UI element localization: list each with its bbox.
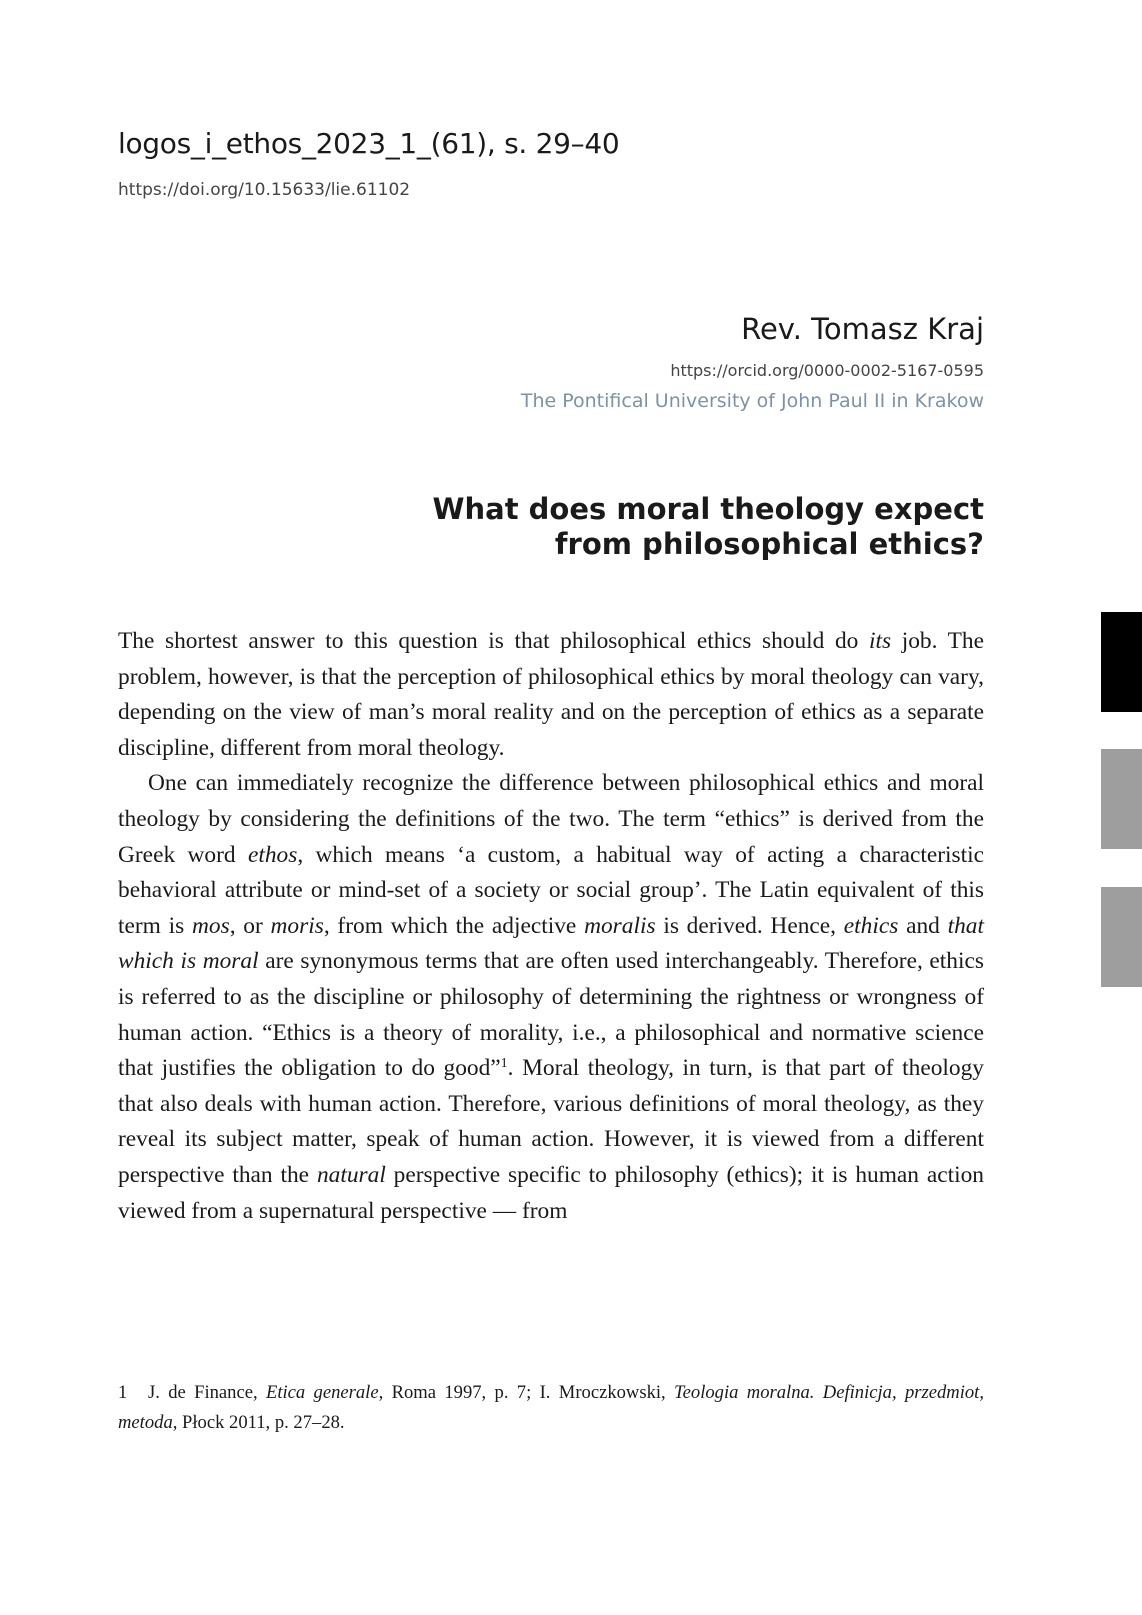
emphasis: Teologia moralna. Definicja, przedmiot, metoda bbox=[118, 1382, 984, 1433]
footnote-1 bbox=[118, 1378, 984, 1438]
text-run: is derived. Hence, bbox=[655, 912, 844, 939]
author-name: Rev. Tomasz Kraj bbox=[741, 312, 984, 346]
footnotes bbox=[118, 1378, 984, 1438]
doi-link[interactable]: https://doi.org/10.15633/lie.61102 bbox=[118, 180, 411, 200]
orcid-link[interactable]: https://orcid.org/0000-0002-5167-0595 bbox=[670, 360, 984, 380]
emphasis: that which is moral bbox=[118, 912, 984, 975]
text-run: perspective specific to philosophy (ethics); it is human action viewed from a supernatural perspective — from bbox=[118, 1161, 984, 1224]
emphasis: Etica generale bbox=[265, 1382, 379, 1403]
article-title bbox=[284, 492, 984, 563]
text-run: and bbox=[898, 912, 948, 939]
text-run: , which means ‘a custom, a habitual way of acting a characteristic behavioral attribute or mind-set of a society or social group’. The Latin equivalent of this term is bbox=[118, 841, 984, 939]
author-block bbox=[284, 312, 984, 412]
text-run: , Roma 1997, p. 7; I. Mroczkowski, bbox=[378, 1382, 675, 1403]
text-run: , Płock 2011, p. 27–28. bbox=[172, 1412, 345, 1433]
emphasis: its bbox=[869, 628, 892, 654]
side-tab-marker bbox=[1101, 612, 1142, 712]
emphasis: natural bbox=[316, 1161, 386, 1188]
journal-reference: logos_i_ethos_2023_1_(61), s. 29–40 bbox=[118, 127, 620, 160]
text-run: are synonymous terms that are often used interchangeably. Therefore, ethics is referred to as the discipline or philosophy of determining the rightness or wrongness of human action. “Ethics is a theory of morality, i.e., a philosophical and normative science that justifies the obligation to do good” bbox=[118, 948, 984, 1082]
side-tab-marker bbox=[1101, 887, 1142, 987]
emphasis: mos bbox=[191, 912, 230, 939]
text-run: , or bbox=[229, 912, 271, 939]
text-run: The shortest answer to this question is that philosophical ethics should do bbox=[118, 628, 869, 654]
article-title-line-1: What does moral theology expect bbox=[432, 492, 984, 526]
text-run: . Moral theology, in turn, is that part of theology that also deals with human action. Therefore, various definitions of moral theology, as they reveal its subject matter, speak of human action. However, it is viewed from a different perspective than the bbox=[118, 1055, 984, 1188]
author-affiliation: The Pontifical University of John Paul II in Krakow bbox=[520, 389, 984, 412]
article-body bbox=[118, 624, 984, 1229]
emphasis: moris bbox=[270, 912, 324, 939]
text-run: One can immediately recognize the difference between philosophical ethics and moral theology by considering the definitions of the two. The term “ethics” is derived from the Greek word bbox=[118, 770, 984, 868]
text-run: , from which the adjective bbox=[323, 912, 585, 939]
text-run: job. The problem, however, is that the perception of philosophical ethics by moral theology can vary, depending on the view of man’s moral reality and on the perception of ethics as a separate discipline, different from moral theology. bbox=[118, 628, 985, 761]
footnote-marker[interactable]: 1 bbox=[500, 1056, 508, 1072]
paragraph-1 bbox=[118, 624, 984, 766]
emphasis: moralis bbox=[584, 912, 656, 939]
footnote-number: 1 bbox=[118, 1382, 128, 1403]
text-run: J. de Finance, bbox=[148, 1382, 266, 1403]
emphasis: ethics bbox=[843, 912, 899, 939]
paragraph-2 bbox=[118, 766, 984, 1229]
article-title-line-2: from philosophical ethics? bbox=[554, 527, 984, 562]
emphasis: ethos bbox=[247, 841, 298, 868]
side-tab-marker bbox=[1101, 749, 1142, 849]
